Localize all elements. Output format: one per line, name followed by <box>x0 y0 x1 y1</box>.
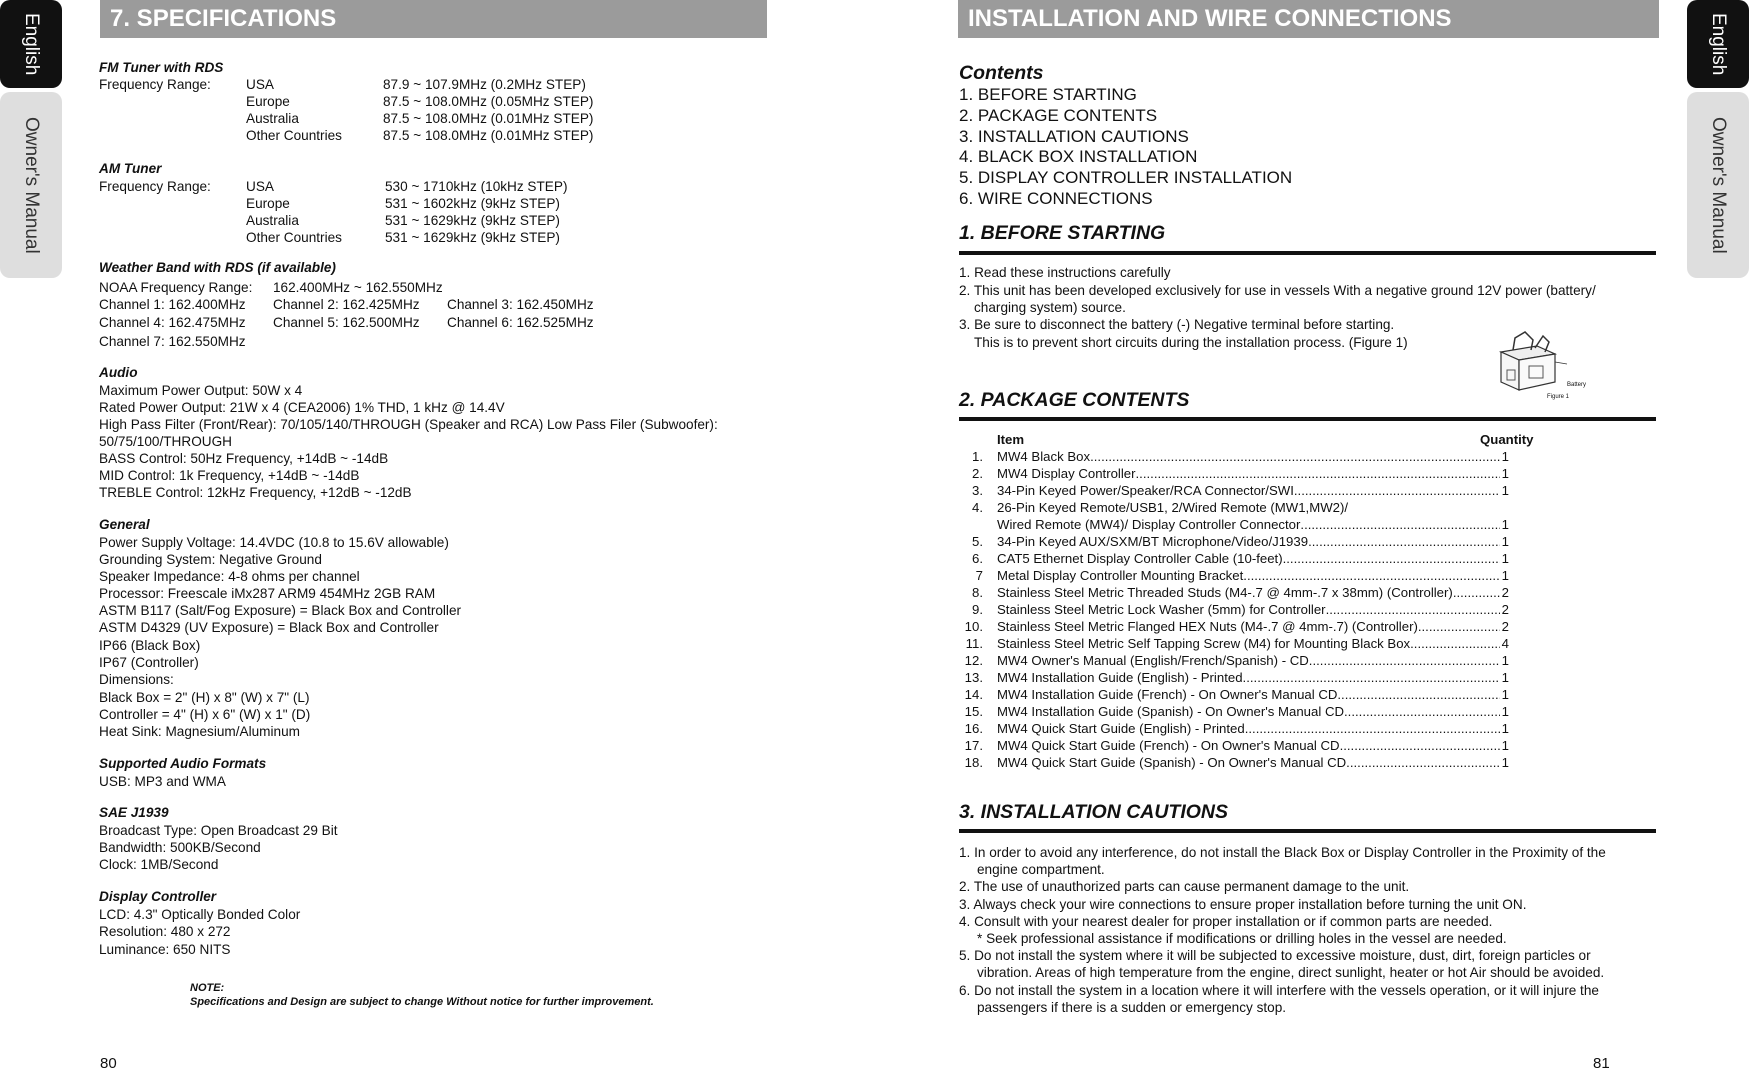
before-starting-line: This is to prevent short circuits during the installation process. (Figure 1) <box>974 335 1408 350</box>
item-description: Stainless Steel Metric Self Tapping Screw (M4) for Mounting Black Box <box>997 636 1411 651</box>
audio-line: High Pass Filter (Front/Rear): 70/105/140/THROUGH (Speaker and RCA) Low Pass Filer (Subwoofer): <box>99 417 718 432</box>
column-header-item: Item <box>997 432 1025 447</box>
item-number: 18. <box>964 755 983 770</box>
contents-item[interactable]: 4. BLACK BOX INSTALLATION <box>959 147 1198 166</box>
dot-leader <box>1294 482 1500 499</box>
caution-line: passengers if there is a sudden or emergency stop. <box>977 1000 1287 1015</box>
fm-frequency-label: Frequency Range: <box>99 77 211 92</box>
item-description: Wired Remote (MW4)/ Display Controller Connector <box>997 517 1301 532</box>
fm-value: 87.9 ~ 107.9MHz (0.2MHz STEP) <box>383 77 586 92</box>
sae-line: Clock: 1MB/Second <box>99 857 219 872</box>
item-line <box>997 482 1509 499</box>
display-controller-heading: Display Controller <box>99 889 217 904</box>
dot-leader <box>1090 448 1500 465</box>
item-line <box>997 669 1509 686</box>
before-starting-line: 2. This unit has been developed exclusively for use in vessels With a negative ground 12V power (battery/ <box>959 283 1596 298</box>
dot-leader <box>1243 567 1499 584</box>
dot-leader <box>1410 635 1500 652</box>
noaa-label: NOAA Frequency Range: <box>99 280 253 295</box>
general-line: ASTM D4329 (UV Exposure) = Black Box and Controller <box>99 620 439 635</box>
item-line <box>997 465 1509 482</box>
contents-item[interactable]: 3. INSTALLATION CAUTIONS <box>959 127 1189 146</box>
display-controller-line: Resolution: 480 x 272 <box>99 924 231 939</box>
dot-leader <box>1337 686 1499 703</box>
fm-tuner-heading: FM Tuner with RDS <box>99 60 224 75</box>
item-description: MW4 Quick Start Guide (French) - On Owner's Manual CD <box>997 738 1340 753</box>
item-number: 13. <box>964 670 983 685</box>
display-controller-line: LCD: 4.3" Optically Bonded Color <box>99 907 301 922</box>
general-heading: General <box>99 517 150 532</box>
audio-heading: Audio <box>99 365 138 380</box>
fm-region: Australia <box>246 111 299 126</box>
am-value: 531 ~ 1629kHz (9kHz STEP) <box>385 230 560 245</box>
weather-channel: Channel 3: 162.450MHz <box>447 297 594 312</box>
item-line <box>997 533 1509 550</box>
dot-leader <box>1418 618 1500 635</box>
item-quantity: 1 <box>1501 738 1509 753</box>
item-number: 1. <box>972 449 983 464</box>
item-line <box>997 720 1509 737</box>
item-quantity: 1 <box>1501 534 1509 549</box>
weather-channel: Channel 6: 162.525MHz <box>447 315 594 330</box>
audio-line: BASS Control: 50Hz Frequency, +14dB ~ -14dB <box>99 451 389 466</box>
audio-line: 50/75/100/THROUGH <box>99 434 232 449</box>
manual-tab-left[interactable] <box>0 92 62 278</box>
general-line: Black Box = 2" (H) x 8" (W) x 7" (L) <box>99 690 310 705</box>
package-contents-table <box>959 431 1559 776</box>
fm-value: 87.5 ~ 108.0MHz (0.05MHz STEP) <box>383 94 594 109</box>
caution-line: 5. Do not install the system where it will be subjected to excessive moisture, dust, dirt, foreign particles or <box>959 948 1591 963</box>
note-title: NOTE: <box>190 982 225 994</box>
before-starting-heading: 1. BEFORE STARTING <box>959 222 1166 244</box>
item-number: 6. <box>972 551 983 566</box>
item-quantity: 1 <box>1501 449 1509 464</box>
audio-line: Maximum Power Output: 50W x 4 <box>99 383 303 398</box>
item-number: 2. <box>972 466 983 481</box>
item-number: 5. <box>972 534 983 549</box>
caution-line: engine compartment. <box>977 862 1105 877</box>
item-number: 14. <box>964 687 983 702</box>
sae-line: Broadcast Type: Open Broadcast 29 Bit <box>99 823 338 838</box>
item-line <box>997 567 1509 584</box>
general-line: Controller = 4" (H) x 6" (W) x 1" (D) <box>99 707 311 722</box>
am-region: Australia <box>246 213 299 228</box>
contents-heading: Contents <box>959 62 1044 84</box>
fm-region: USA <box>246 77 274 92</box>
section-rule <box>959 829 1656 833</box>
item-number: 4. <box>972 500 983 515</box>
weather-channel: Channel 4: 162.475MHz <box>99 315 246 330</box>
dot-leader <box>1326 601 1500 618</box>
item-quantity: 1 <box>1501 466 1509 481</box>
general-line: Dimensions: <box>99 672 174 687</box>
section-rule <box>959 417 1656 421</box>
item-number: 7 <box>975 568 983 583</box>
item-line <box>997 601 1509 618</box>
general-line: Power Supply Voltage: 14.4VDC (10.8 to 15.6V allowable) <box>99 535 449 550</box>
item-quantity: 1 <box>1501 721 1509 736</box>
item-description: Stainless Steel Metric Lock Washer (5mm) for Controller <box>997 602 1326 617</box>
item-line <box>997 703 1509 720</box>
item-line <box>997 516 1509 533</box>
item-description: Stainless Steel Metric Flanged HEX Nuts (M4-.7 @ 4mm-.7) (Controller) <box>997 619 1418 634</box>
contents-item[interactable]: 6. WIRE CONNECTIONS <box>959 189 1153 208</box>
before-starting-line: 1. Read these instructions carefully <box>959 265 1171 280</box>
dot-leader <box>1136 465 1500 482</box>
item-description: MW4 Installation Guide (Spanish) - On Owner's Manual CD <box>997 704 1344 719</box>
caution-line: 1. In order to avoid any interference, do not install the Black Box or Display Controller in the Proximity of the <box>959 845 1606 860</box>
audio-line: MID Control: 1k Frequency, +14dB ~ -14dB <box>99 468 360 483</box>
item-description: Metal Display Controller Mounting Bracket <box>997 568 1244 583</box>
before-starting-line: 3. Be sure to disconnect the battery (-) Negative terminal before starting. <box>959 317 1395 332</box>
figure-battery-label: Battery <box>1567 382 1587 388</box>
general-line: ASTM B117 (Salt/Fog Exposure) = Black Box and Controller <box>99 603 462 618</box>
item-quantity: 2 <box>1501 602 1509 617</box>
table-header <box>959 431 1539 448</box>
battery-illustration <box>1495 328 1569 398</box>
general-line: Processor: Freescale iMx287 ARM9 454MHz 2GB RAM <box>99 586 436 601</box>
item-quantity: 2 <box>1501 585 1509 600</box>
item-line <box>997 618 1509 635</box>
item-line <box>997 584 1509 601</box>
weather-channel: Channel 5: 162.500MHz <box>273 315 420 330</box>
page-number-right: 81 <box>1593 1055 1610 1072</box>
item-number: 9. <box>972 602 983 617</box>
am-region: Europe <box>246 196 290 211</box>
sae-line: Bandwidth: 500KB/Second <box>99 840 261 855</box>
item-line <box>997 754 1509 771</box>
am-region: Other Countries <box>246 230 342 245</box>
installation-banner: INSTALLATION AND WIRE CONNECTIONS <box>958 0 1659 38</box>
column-header-quantity: Quantity <box>1480 432 1534 447</box>
general-line: Grounding System: Negative Ground <box>99 552 322 567</box>
fm-value: 87.5 ~ 108.0MHz (0.01MHz STEP) <box>383 111 594 126</box>
item-line <box>997 686 1509 703</box>
audio-line: Rated Power Output: 21W x 4 (CEA2006) 1% THD, 1 kHz @ 14.4V <box>99 400 505 415</box>
weather-channel: Channel 2: 162.425MHz <box>273 297 420 312</box>
item-description: MW4 Quick Start Guide (English) - Printed <box>997 721 1245 736</box>
fm-region: Europe <box>246 94 290 109</box>
item-description: MW4 Owner's Manual (English/French/Spanish) - CD <box>997 653 1309 668</box>
section-rule <box>959 251 1656 255</box>
manual-tab-right[interactable] <box>1687 92 1749 278</box>
item-number: 16. <box>964 721 983 736</box>
item-quantity: 1 <box>1501 517 1509 532</box>
specifications-banner: 7. SPECIFICATIONS <box>100 0 767 38</box>
item-quantity: 1 <box>1501 755 1509 770</box>
item-line <box>997 635 1509 652</box>
item-quantity: 4 <box>1501 636 1509 651</box>
item-quantity: 2 <box>1501 619 1509 634</box>
sae-heading: SAE J1939 <box>99 805 169 820</box>
general-line: Heat Sink: Magnesium/Aluminum <box>99 724 300 739</box>
item-quantity: 1 <box>1501 551 1509 566</box>
fm-value: 87.5 ~ 108.0MHz (0.01MHz STEP) <box>383 128 594 143</box>
caution-line: 3. Always check your wire connections to ensure proper installation before turning the unit ON. <box>959 897 1527 912</box>
am-region: USA <box>246 179 274 194</box>
dot-leader <box>1344 703 1500 720</box>
page-number-left: 80 <box>100 1055 117 1072</box>
item-number: 11. <box>965 636 983 651</box>
am-value: 530 ~ 1710kHz (10kHz STEP) <box>385 179 568 194</box>
item-description: MW4 Display Controller <box>997 466 1136 481</box>
item-quantity: 1 <box>1501 704 1509 719</box>
manual-tab-label: Owner's Manual <box>1708 116 1729 254</box>
audio-line: TREBLE Control: 12kHz Frequency, +12dB ~ -12dB <box>99 485 412 500</box>
language-tab-right[interactable] <box>1687 0 1749 88</box>
general-line: Speaker Impedance: 4-8 ohms per channel <box>99 569 360 584</box>
weather-channel: Channel 1: 162.400MHz <box>99 297 246 312</box>
item-description: MW4 Black Box <box>997 449 1091 464</box>
item-line <box>997 550 1509 567</box>
audio-formats-line: USB: MP3 and WMA <box>99 774 226 789</box>
item-description: MW4 Quick Start Guide (Spanish) - On Owner's Manual CD <box>997 755 1347 770</box>
caution-line: vibration. Areas of high temperature from the engine, direct sunlight, heater or hot Air should be avoided. <box>977 965 1605 980</box>
dot-leader <box>1346 754 1499 771</box>
item-number: 12. <box>964 653 983 668</box>
contents-item[interactable]: 1. BEFORE STARTING <box>959 85 1137 104</box>
contents-item[interactable]: 2. PACKAGE CONTENTS <box>959 106 1158 125</box>
weather-channel: Channel 7: 162.550MHz <box>99 334 246 349</box>
dot-leader <box>1243 669 1500 686</box>
item-number: 17. <box>964 738 983 753</box>
am-value: 531 ~ 1629kHz (9kHz STEP) <box>385 213 560 228</box>
caution-line: * Seek professional assistance if modifications or drilling holes in the vessel are needed. <box>977 931 1507 946</box>
item-description: MW4 Installation Guide (English) - Printed <box>997 670 1243 685</box>
noaa-value: 162.400MHz ~ 162.550MHz <box>273 280 443 295</box>
display-controller-line: Luminance: 650 NITS <box>99 942 231 957</box>
note-text: Specifications and Design are subject to change Without notice for further improvement. <box>190 996 654 1008</box>
item-quantity: 1 <box>1501 653 1509 668</box>
item-line <box>997 652 1509 669</box>
dot-leader <box>1309 652 1500 669</box>
general-line: IP66 (Black Box) <box>99 638 201 653</box>
dot-leader <box>1453 584 1500 601</box>
item-quantity: 1 <box>1501 687 1509 702</box>
item-description: Stainless Steel Metric Threaded Studs (M4-.7 @ 4mm-.7 x 38mm) (Controller) <box>997 585 1453 600</box>
item-description: CAT5 Ethernet Display Controller Cable (10-feet) <box>997 551 1283 566</box>
language-tab-label: English <box>21 12 42 76</box>
item-description: 34-Pin Keyed AUX/SXM/BT Microphone/Video/J1939 <box>997 534 1309 549</box>
item-line <box>997 448 1509 465</box>
manual-tab-label: Owner's Manual <box>21 116 42 254</box>
item-description: MW4 Installation Guide (French) - On Owner's Manual CD <box>997 687 1338 702</box>
dot-leader <box>1340 737 1500 754</box>
item-quantity: 1 <box>1501 483 1509 498</box>
am-tuner-heading: AM Tuner <box>99 161 162 176</box>
item-number: 3. <box>972 483 983 498</box>
item-line <box>997 737 1509 754</box>
item-quantity: 1 <box>1501 670 1509 685</box>
item-number: 10. <box>964 619 983 634</box>
caution-line: 2. The use of unauthorized parts can cause permanent damage to the unit. <box>959 879 1410 894</box>
item-quantity: 1 <box>1501 568 1509 583</box>
dot-leader <box>1300 516 1499 533</box>
contents-item[interactable]: 5. DISPLAY CONTROLLER INSTALLATION <box>959 168 1293 187</box>
audio-formats-heading: Supported Audio Formats <box>99 756 267 771</box>
dot-leader <box>1308 533 1500 550</box>
language-tab-label: English <box>1708 12 1729 76</box>
fm-region: Other Countries <box>246 128 342 143</box>
before-starting-line: charging system) source. <box>974 300 1126 315</box>
language-tab-left[interactable] <box>0 0 62 88</box>
dot-leader <box>1245 720 1500 737</box>
item-description: 26-Pin Keyed Remote/USB1, 2/Wired Remote (MW1,MW2)/ <box>997 500 1349 515</box>
figure-caption: Figure 1 <box>1547 394 1570 400</box>
am-value: 531 ~ 1602kHz (9kHz STEP) <box>385 196 560 211</box>
caution-line: 4. Consult with your nearest dealer for proper installation or if common parts are needed. <box>959 914 1493 929</box>
dot-leader <box>1283 550 1500 567</box>
figure-1 <box>1495 328 1595 404</box>
package-contents-heading: 2. PACKAGE CONTENTS <box>959 389 1190 411</box>
general-line: IP67 (Controller) <box>99 655 199 670</box>
item-description: 34-Pin Keyed Power/Speaker/RCA Connector/SWI <box>997 483 1294 498</box>
weather-band-heading: Weather Band with RDS (if available) <box>99 260 336 275</box>
item-number: 15. <box>964 704 983 719</box>
installation-cautions-heading: 3. INSTALLATION CAUTIONS <box>959 801 1229 823</box>
am-frequency-label: Frequency Range: <box>99 179 211 194</box>
item-number: 8. <box>972 585 983 600</box>
caution-line: 6. Do not install the system in a location where it will interfere with the vessels operation, or it will injure the <box>959 983 1599 998</box>
